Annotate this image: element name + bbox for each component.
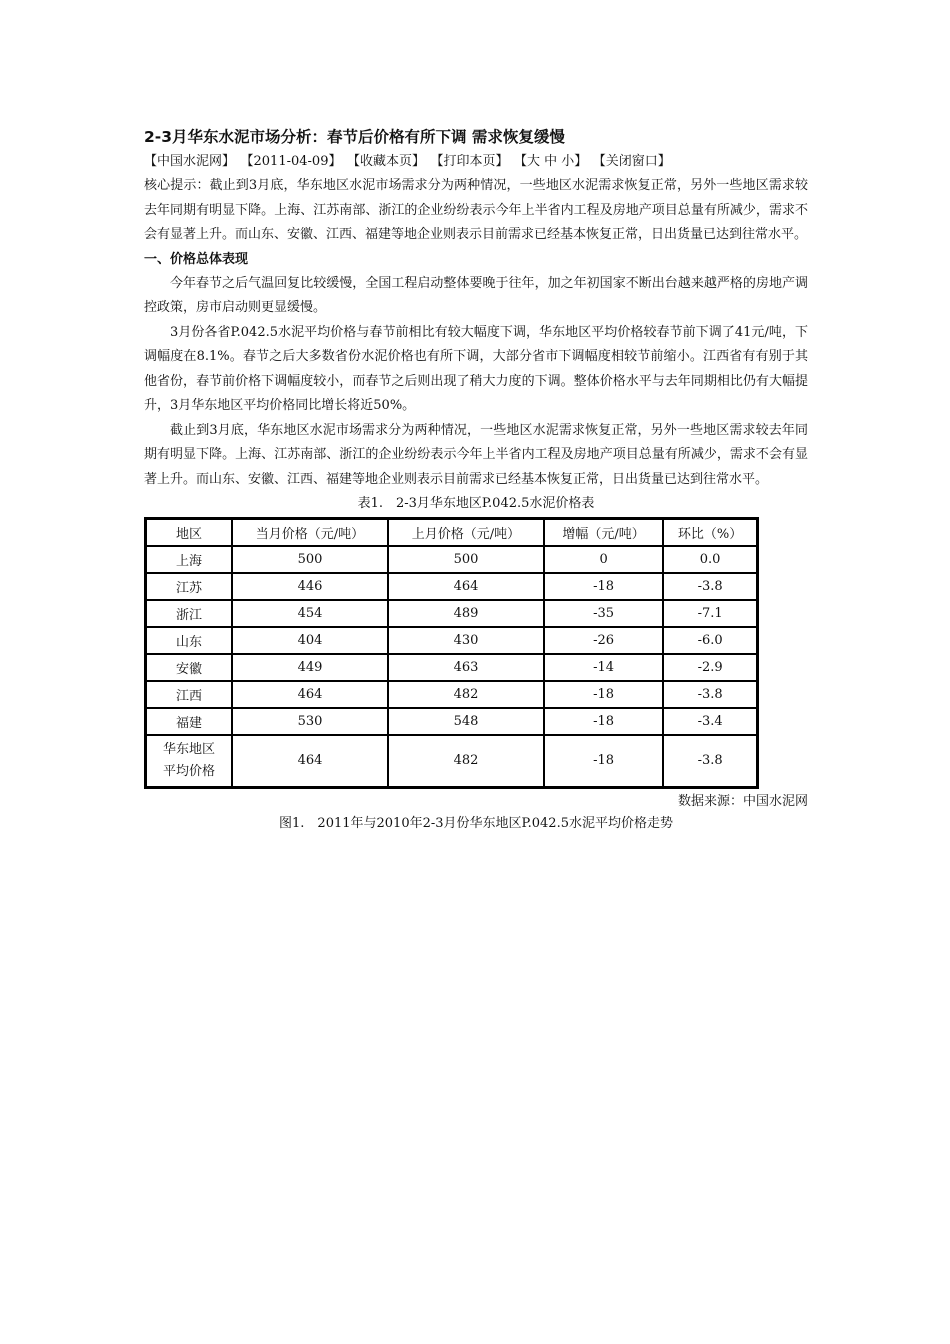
table-cell: 463 bbox=[388, 654, 544, 681]
table-cell: 500 bbox=[388, 546, 544, 573]
close-window-link[interactable]: 【关闭窗口】 bbox=[599, 154, 671, 169]
table-cell-region: 江西 bbox=[146, 681, 232, 708]
table-cell: 0.0 bbox=[663, 546, 757, 573]
table-header-cell: 当月价格（元/吨） bbox=[232, 519, 388, 546]
table-cell: 530 bbox=[232, 708, 388, 735]
table-row bbox=[146, 600, 757, 627]
table-header-cell: 上月价格（元/吨） bbox=[388, 519, 544, 546]
article-title: 2-3月华东水泥市场分析：春节后价格有所下调 需求恢复缓慢 bbox=[144, 128, 565, 146]
table-row bbox=[146, 627, 757, 654]
table-cell: -26 bbox=[544, 627, 663, 654]
table-row bbox=[146, 708, 757, 735]
table-cell: 404 bbox=[232, 627, 388, 654]
print-link[interactable]: 【打印本页】 bbox=[437, 154, 509, 169]
region-line: 平均价格 bbox=[162, 764, 215, 779]
table-header-cell: 环比（%） bbox=[663, 519, 757, 546]
table-cell: -3.8 bbox=[663, 681, 757, 708]
table-cell: 482 bbox=[388, 735, 544, 787]
table-cell: 464 bbox=[388, 573, 544, 600]
article-toolbar bbox=[144, 150, 808, 174]
table-cell: -18 bbox=[544, 573, 663, 600]
table-row-average bbox=[146, 735, 757, 787]
table-cell: -6.0 bbox=[663, 627, 757, 654]
table-cell: -3.8 bbox=[663, 573, 757, 600]
body-paragraph: 截止到3月底，华东地区水泥市场需求分为两种情况，一些地区水泥需求恢复正常，另外一些地区需求较去年同期有明显下降。上海、江苏南部、浙江的企业纷纷表示今年上半省内工程及房地产项目总量有所减少，需求不会有显著上升。而山东、安徽、江西、福建等地企业则表示目前需求已经基本恢复正常，日出货量已达到往常水平。 bbox=[144, 422, 808, 487]
table-header-cell: 地区 bbox=[146, 519, 232, 546]
table-row bbox=[146, 546, 757, 573]
table-cell: 548 bbox=[388, 708, 544, 735]
table-header-cell: 增幅（元/吨） bbox=[544, 519, 663, 546]
table-cell: -3.4 bbox=[663, 708, 757, 735]
body-paragraph: 3月份各省P.042.5水泥平均价格与春节前相比有较大幅度下调，华东地区平均价格较春节前下调了41元/吨，下调幅度在8.1%。春节之后大多数省份水泥价格也有所下调，大部分省市下调幅度相较节前缩小。江西省有有别于其他省份，春节前价格下调幅度较小，而春节之后则出现了稍大力度的下调。整体价格水平与去年同期相比仍有大幅提升，3月华东地区平均价格同比增长将近50%。 bbox=[144, 324, 808, 413]
figure-caption: 图1. 2011年与2010年2-3月份华东地区P.042.5水泥平均价格走势 bbox=[279, 816, 673, 831]
table-cell: -14 bbox=[544, 654, 663, 681]
table-cell-region: 安徽 bbox=[146, 654, 232, 681]
article bbox=[144, 126, 808, 835]
table-cell: 482 bbox=[388, 681, 544, 708]
table-cell-region: 上海 bbox=[146, 546, 232, 573]
table-cell-region: 福建 bbox=[146, 708, 232, 735]
table-cell: -18 bbox=[544, 708, 663, 735]
bookmark-link[interactable]: 【收藏本页】 bbox=[353, 154, 425, 169]
table-cell: 430 bbox=[388, 627, 544, 654]
table-cell-region: 山东 bbox=[146, 627, 232, 654]
table-cell: 449 bbox=[232, 654, 388, 681]
table-cell-region bbox=[146, 735, 232, 787]
table-row bbox=[146, 681, 757, 708]
body-paragraph: 今年春节之后气温回复比较缓慢，全国工程启动整体要晚于往年，加之年初国家不断出台越来越严格的房地产调控政策，房市启动则更显缓慢。 bbox=[144, 275, 808, 315]
table-cell: 454 bbox=[232, 600, 388, 627]
table-cell: 464 bbox=[232, 681, 388, 708]
table-cell: 489 bbox=[388, 600, 544, 627]
table-cell: -35 bbox=[544, 600, 663, 627]
source-link[interactable]: 【中国水泥网】 bbox=[144, 154, 236, 169]
summary-paragraph: 核心提示：截止到3月底，华东地区水泥市场需求分为两种情况，一些地区水泥需求恢复正常，另外一些地区需求较去年同期有明显下降。上海、江苏南部、浙江的企业纷纷表示今年上半省内工程及房地产项目总量有所减少，需求不会有显著上升。而山东、安徽、江西、福建等地企业则表示目前需求已经基本恢复正常，日出货量已达到往常水平。 bbox=[144, 178, 808, 242]
table-cell: 0 bbox=[544, 546, 663, 573]
table-cell: 500 bbox=[232, 546, 388, 573]
table-cell-region: 江苏 bbox=[146, 573, 232, 600]
table-cell: 464 bbox=[232, 735, 388, 787]
table-row bbox=[146, 573, 757, 600]
table-header-row bbox=[146, 519, 757, 546]
table-caption: 表1. 2-3月华东地区P.042.5水泥价格表 bbox=[357, 496, 595, 511]
table-cell: -18 bbox=[544, 735, 663, 787]
price-table bbox=[144, 517, 759, 789]
date-label: 【2011-04-09】 bbox=[247, 154, 342, 169]
font-size-links[interactable]: 【大 中 小】 bbox=[520, 154, 588, 169]
region-line: 华东地区 bbox=[162, 742, 215, 757]
table-cell-region: 浙江 bbox=[146, 600, 232, 627]
table-cell: 446 bbox=[232, 573, 388, 600]
table-row bbox=[146, 654, 757, 681]
table-cell: -18 bbox=[544, 681, 663, 708]
table-cell: -2.9 bbox=[663, 654, 757, 681]
table-cell: -7.1 bbox=[663, 600, 757, 627]
section-heading: 一、价格总体表现 bbox=[144, 251, 249, 267]
data-source: 数据来源：中国水泥网 bbox=[677, 794, 808, 809]
table-cell: -3.8 bbox=[663, 735, 757, 787]
